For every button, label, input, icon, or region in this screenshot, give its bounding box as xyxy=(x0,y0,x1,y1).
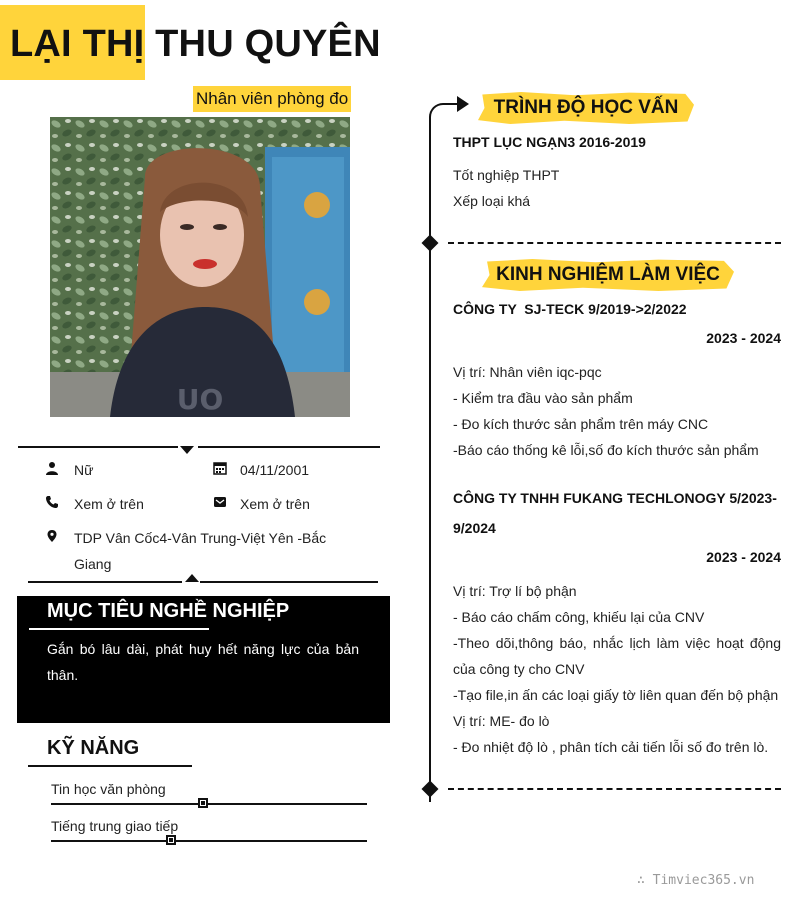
education-line: Tốt nghiệp THPT xyxy=(453,167,560,183)
job-line: - Đo nhiệt độ lò , phân tích cải tiến lỗi số đo trên lò. xyxy=(453,739,769,755)
skill-level-marker xyxy=(198,798,208,808)
skills-title-underline xyxy=(28,765,192,767)
job-line: Vị trí: ME- đo lò xyxy=(453,713,550,729)
timeline-arrow xyxy=(457,96,469,112)
section-dashed-divider xyxy=(448,242,781,244)
watermark: ∴ Timviec365.vn xyxy=(637,873,755,888)
user-icon xyxy=(45,461,59,475)
job-company: CÔNG TY TNHH FUKANG TECHLONOGY 5/2023-9/2024 xyxy=(453,490,777,536)
birthday-value: 04/11/2001 xyxy=(240,462,310,478)
skill-label: Tin học văn phòng xyxy=(51,781,166,797)
education-title: TRÌNH ĐỘ HỌC VẤN xyxy=(493,97,679,118)
education-school: THPT LỤC NGẠN3 2016-2019 xyxy=(453,134,646,150)
info-divider-top-left xyxy=(18,446,178,448)
job-line: - Kiểm tra đầu vào sản phẩm xyxy=(453,390,633,406)
education-line: Xếp loại khá xyxy=(453,193,531,209)
address-value: TDP Vân Cốc4-Vân Trung-Việt Yên -Bắc Giang xyxy=(74,530,327,572)
candidate-name: LẠI THỊ THU QUYÊN xyxy=(10,23,381,65)
timeline-diamond xyxy=(422,781,439,798)
location-pin-icon xyxy=(45,529,59,543)
info-divider-top-right xyxy=(198,446,380,448)
info-divider-bottom-left xyxy=(28,581,182,583)
job-date: 2023 - 2024 xyxy=(706,330,781,346)
skill-bar xyxy=(51,803,367,805)
job-line: -Tạo file,in ấn các loại giấy tờ liên quan đến bộ phận xyxy=(453,687,779,703)
name-block xyxy=(0,5,420,80)
info-divider-arrow-down xyxy=(180,446,194,454)
timeline-diamond xyxy=(422,235,439,252)
objective-text: Gắn bó lâu dài, phát huy hết năng lực của bản thân. xyxy=(47,641,359,683)
job-date: 2023 - 2024 xyxy=(706,549,781,565)
objective-title-underline xyxy=(29,628,209,630)
experience-title: KINH NGHIỆM LÀM VIỆC xyxy=(496,264,720,285)
skill-label: Tiếng trung giao tiếp xyxy=(51,818,179,834)
job-line: Vị trí: Trợ lí bộ phận xyxy=(453,583,577,599)
job-line: -Báo cáo thống kê lỗi,số đo kích thước sản phẩm xyxy=(453,442,759,458)
job-line: Vị trí: Nhân viên iqc-pqc xyxy=(453,364,602,380)
skill-bar xyxy=(51,840,367,842)
email-value: Xem ở trên xyxy=(240,496,310,512)
objective-title: MỤC TIÊU NGHỀ NGHIỆP xyxy=(47,600,290,622)
experience-heading xyxy=(482,259,734,291)
section-dashed-divider xyxy=(448,788,781,790)
objective-section xyxy=(17,596,390,723)
calendar-icon xyxy=(213,461,227,475)
timeline-line xyxy=(429,120,431,802)
timeline-curve xyxy=(429,103,457,127)
email-icon xyxy=(213,495,227,509)
education-heading xyxy=(478,92,694,124)
svg-text:UO: UO xyxy=(176,383,224,416)
profile-photo xyxy=(50,117,350,417)
phone-icon xyxy=(45,495,59,509)
info-divider-arrow-up xyxy=(185,574,199,582)
phone-value: Xem ở trên xyxy=(74,496,144,512)
info-divider-bottom-right xyxy=(200,581,378,583)
job-line: - Đo kích thước sản phẩm trên máy CNC xyxy=(453,416,709,432)
job-company: CÔNG TY SJ-TECK 9/2019->2/2022 xyxy=(453,301,687,317)
skills-title: KỸ NĂNG xyxy=(47,737,140,759)
job-line: -Theo dõi,thông báo, nhắc lịch làm việc hoạt động của công ty cho CNV xyxy=(453,635,781,677)
job-line: - Báo cáo chấm công, khiếu lại của CNV xyxy=(453,609,705,625)
job-title: Nhân viên phòng đo xyxy=(193,86,351,112)
skill-level-marker xyxy=(166,835,176,845)
gender-value: Nữ xyxy=(74,462,94,478)
